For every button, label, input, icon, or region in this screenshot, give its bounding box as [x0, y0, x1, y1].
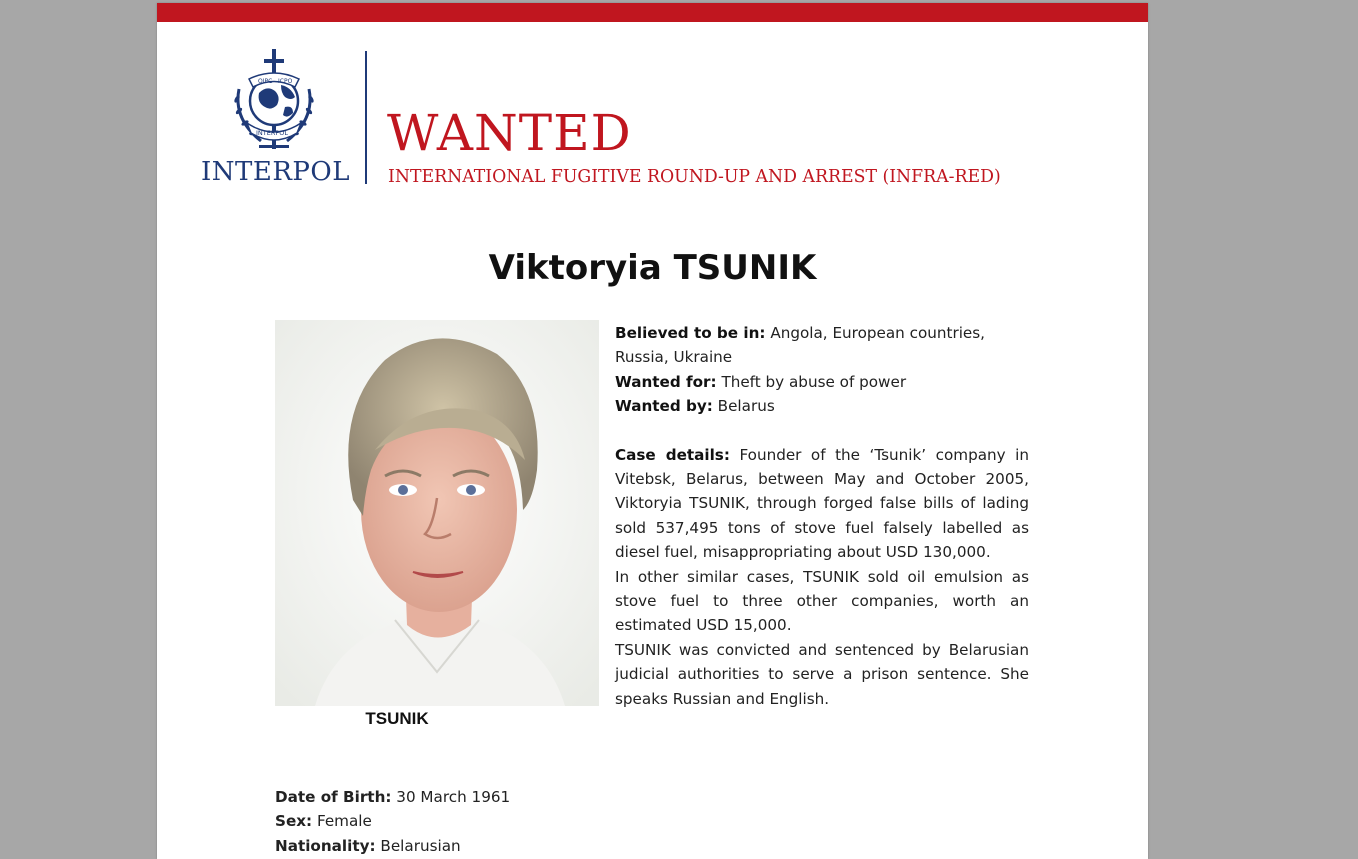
nationality: Nationality: Belarusian: [275, 836, 461, 855]
case-details-paragraph-1: Case details: Founder of the ‘Tsunik’ company in Vitebsk, Belarus, between May and October 2005, Viktoryia TSUNIK, through forged false bills of lading sold 537,495 tons of stove fuel falsely labelled as diesel fuel, misappropriating about USD 130,000.: [615, 445, 1030, 562]
wanted-notice-page: [157, 3, 1148, 859]
case-info: [615, 321, 1029, 711]
wanted-by: Wanted by: Belarus: [615, 397, 775, 416]
header-divider: [365, 51, 367, 184]
personal-details: [275, 785, 510, 858]
top-red-bar: [157, 3, 1148, 22]
interpol-logo: [201, 49, 350, 189]
svg-text:OIPC: OIPC: [258, 78, 273, 85]
sex: Sex: Female: [275, 812, 372, 831]
subject-name: Viktoryia TSUNIK: [488, 248, 817, 288]
date-of-birth: Date of Birth: 30 March 1961: [275, 788, 511, 806]
believed-to-be-in: Believed to be in: Angola, European countries, Russia, Ukraine: [615, 324, 986, 367]
photo-caption: TSUNIK: [365, 709, 429, 728]
wanted-for: Wanted for: Theft by abuse of power: [615, 372, 907, 391]
wanted-headline: WANTED: [387, 104, 632, 162]
infra-red-subheadline: INTERNATIONAL FUGITIVE ROUND-UP AND ARREST (INFRA-RED): [388, 167, 1001, 187]
interpol-wordmark: INTERPOL: [201, 157, 350, 187]
interpol-emblem-icon: [231, 49, 317, 153]
svg-text:ICPO: ICPO: [278, 78, 293, 85]
subject-photo: [275, 320, 599, 706]
svg-text:INTERPOL: INTERPOL: [256, 129, 289, 137]
case-details-paragraph-3: TSUNIK was convicted and sentenced by Belarusian judicial authorities to serve a prison sentence. She speaks Russian and English.: [615, 640, 1029, 708]
case-details-paragraph-2: In other similar cases, TSUNIK sold oil emulsion as stove fuel to three other companies, worth an estimated USD 15,000.: [615, 567, 1029, 635]
